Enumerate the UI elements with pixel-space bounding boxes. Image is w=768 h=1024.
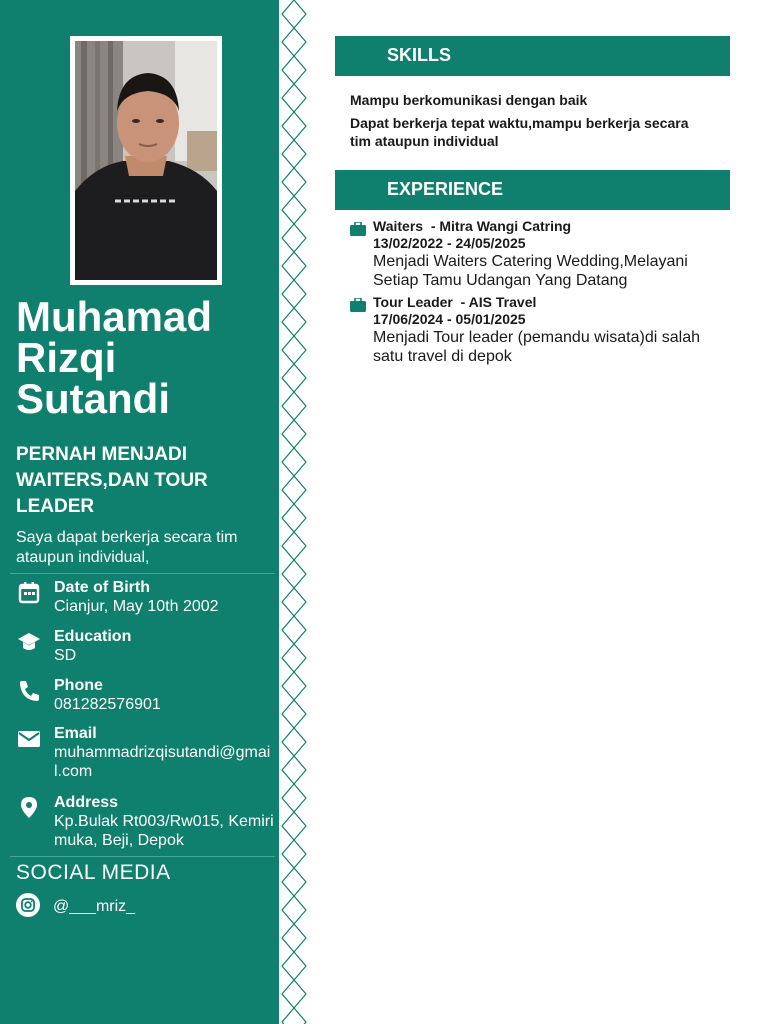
- pattern-diamond: [282, 0, 306, 28]
- pattern-diamond: [282, 308, 306, 336]
- calendar-icon: [16, 580, 42, 606]
- phone-icon: [16, 678, 42, 704]
- social-media-title: SOCIAL MEDIA: [16, 861, 171, 884]
- pattern-diamond: [282, 868, 306, 896]
- pattern-diamond: [282, 448, 306, 476]
- pattern-diamond: [282, 224, 306, 252]
- location-pin-icon: [16, 795, 42, 821]
- pattern-diamond: [282, 840, 306, 868]
- diamond-pattern: [279, 0, 309, 1024]
- mail-icon: [16, 726, 42, 752]
- profile-photo-frame: [70, 36, 222, 285]
- experience-description: Menjadi Waiters Catering Wedding,Melayani Setiap Tamu Udangan Yang Datang: [373, 253, 688, 289]
- info-value: muhammadrizqisutandi@gmail.com: [54, 744, 271, 780]
- pattern-diamond: [282, 504, 306, 532]
- pattern-diamond: [282, 336, 306, 364]
- pattern-diamond: [282, 700, 306, 728]
- experience-role: Waiters - Mitra Wangi Catring: [373, 218, 572, 234]
- pattern-diamond: [282, 560, 306, 588]
- name-line: Sutandi: [16, 375, 170, 422]
- experience-description: Menjadi Tour leader (pemandu wisata)di salah satu travel di depok: [373, 329, 700, 365]
- pattern-diamond: [282, 56, 306, 84]
- experience-role: Tour Leader - AIS Travel: [373, 294, 537, 310]
- pattern-diamond: [282, 616, 306, 644]
- skills-header: [335, 36, 730, 76]
- pattern-diamond: [282, 784, 306, 812]
- pattern-diamond: [282, 476, 306, 504]
- pattern-diamond: [282, 756, 306, 784]
- pattern-diamond: [282, 1008, 306, 1024]
- pattern-diamond: [282, 280, 306, 308]
- sidebar: [0, 0, 279, 1024]
- pattern-diamond: [282, 728, 306, 756]
- pattern-diamond: [282, 812, 306, 840]
- pattern-diamond: [282, 392, 306, 420]
- skill-item: Mampu berkomunikasi dengan baik: [350, 92, 588, 108]
- info-value: 081282576901: [54, 696, 161, 713]
- pattern-diamond: [282, 924, 306, 952]
- pattern-diamond: [282, 672, 306, 700]
- pattern-diamond: [282, 952, 306, 980]
- graduation-cap-icon: [16, 629, 42, 655]
- experience-dates: 13/02/2022 - 24/05/2025: [373, 235, 526, 251]
- skills-title: SKILLS: [387, 45, 452, 65]
- pattern-diamond: [282, 896, 306, 924]
- info-label: Date of Birth: [54, 579, 150, 596]
- skill-item: Dapat berkerja tepat waktu,mampu berkerja secara tim ataupun individual: [350, 115, 689, 149]
- name-line: Muhamad: [16, 293, 213, 340]
- info-label: Email: [54, 725, 97, 742]
- pattern-diamond: [282, 140, 306, 168]
- name-line: Rizqi: [16, 334, 117, 381]
- briefcase-icon: [350, 298, 366, 312]
- info-label: Education: [54, 628, 132, 645]
- experience-header: [335, 170, 730, 210]
- pattern-diamond: [282, 168, 306, 196]
- divider: [10, 573, 275, 574]
- divider: [10, 856, 275, 857]
- pattern-diamond: [282, 420, 306, 448]
- profile-photo: [75, 41, 217, 280]
- experience-dates: 17/06/2024 - 05/01/2025: [373, 311, 526, 327]
- info-value: Cianjur, May 10th 2002: [54, 598, 219, 615]
- pattern-diamond: [282, 532, 306, 560]
- pattern-diamond: [282, 252, 306, 280]
- pattern-diamond: [282, 196, 306, 224]
- info-value: Kp.Bulak Rt003/Rw015, Kemirimuka, Beji, Depok: [54, 813, 274, 849]
- pattern-diamond: [282, 588, 306, 616]
- pattern-diamond: [282, 112, 306, 140]
- briefcase-icon: [350, 222, 366, 236]
- headline: PERNAH MENJADI WAITERS,DAN TOUR LEADER: [16, 444, 208, 517]
- pattern-diamond: [282, 84, 306, 112]
- instagram-icon: [16, 893, 40, 917]
- summary: Saya dapat berkerja secara tim ataupun individual,: [16, 529, 238, 566]
- experience-title: EXPERIENCE: [387, 179, 504, 199]
- info-value: SD: [54, 647, 77, 664]
- pattern-diamond: [282, 364, 306, 392]
- full-name: [16, 293, 271, 422]
- pattern-diamond: [282, 980, 306, 1008]
- pattern-diamond: [282, 28, 306, 56]
- info-label: Phone: [54, 677, 103, 694]
- info-label: Address: [54, 794, 119, 811]
- pattern-diamond: [282, 644, 306, 672]
- social-handle[interactable]: @___mriz_: [53, 898, 136, 915]
